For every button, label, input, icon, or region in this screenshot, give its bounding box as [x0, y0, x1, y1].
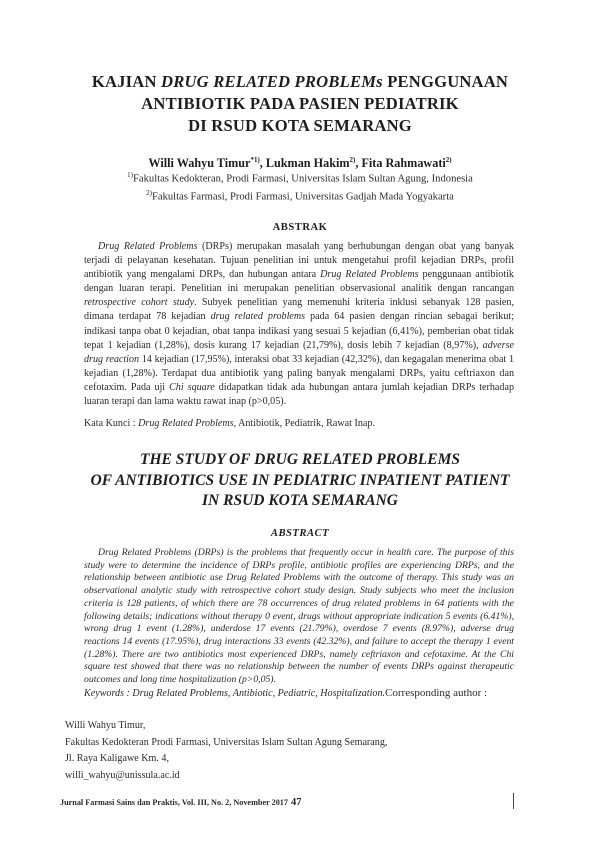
- keywords-english: Keywords : Drug Related Problems, Antibiotic, Pediatric, Hospitalization.Corresponding author :: [84, 687, 488, 699]
- abstract-heading: ABSTRACT: [270, 528, 330, 539]
- abstrak-body: Drug Related Problems (DRPs) merupakan masalah yang berhubungan dengan obat yang banyak terjadi di pelayanan kesehatan. Tujuan penelitian ini untuk mengetahui profil kejadian DRPs, profil antibiotik yang mengalami DRPs, dan hubungan antara Drug Related Problems penggunaan antibiotik dengan luaran terapi. Penelitian ini merupakan penelitian observasional analitik dengan rancangan retrospective cohort study. Subyek penelitian yang memenuhi kriteria inklusi sebanyak 128 pasien, dimana terdapat 78 kejadian drug related problems pada 64 pasien dengan rincian sebagai berikut; indikasi tanpa obat 0 kejadian, obat tanpa indikasi yang sesuai 5 kejadian (6,41%), pemberian obat tidak tepat 1 kejadian (1,28%), dosis kurang 17 kejadian (21,79%), dosis lebih 7 kejadian (8,97%), adverse drug reaction 14 kejadian (17,95%), interaksi obat 33 kejadian (42,32%), dan kegagalan menerima obat 1 kejadian (1,28%). Terdapat dua antibiotik yang paling banyak mengalami DRPs, yaitu ceftriaxon dan cefotaxim. Pada uji Chi square didapatkan tidak ada hubungan antara jumlah kejadian DRPs terhadap luaran terapi dan lama waktu rawat inap (p>0,05).: [84, 241, 515, 408]
- author-list: Willi Wahyu Timur$^{*1)}$, Lukman Hakim$^{2)}$, Fita Rahmawati$^{2)}$: [148, 156, 452, 171]
- kata-kunci: Kata Kunci : Drug Related Problems, Antibiotik, Pediatrik, Rawat Inap.: [84, 418, 375, 429]
- title-line-2: ANTIBIOTIK PADA PASIEN PEDIATRIK: [141, 94, 459, 113]
- title-line-3: DI RSUD KOTA SEMARANG: [188, 116, 412, 135]
- title-en-line-2: OF ANTIBIOTICS USE IN PEDIATRIC INPATIENT PATIENT: [90, 471, 510, 489]
- abstract-body: Drug Related Problems (DRPs) is the problems that frequently occur in health care. The purpose of this study were to determine the incidence of DRPs profile, antibiotic profiles are experiencing DRPs, and the relationship between antibiotic use Drug Related Problems with the outcome of therapy. This study was an observational analytic study with retrospective cohort study design. Study subjects who meet the inclusion criteria is 128 patients, of which there are 78 occurrences of drug related problems in 64 patients with the following details; indications without therapy 0 event, drugs without appropriate indication 5 events (6.41%), wrong drug 1 event (1.28%), underdose 17 events (21.79%), overdose 7 events (8.97%), adverse drug reactions 14 events (17.95%), drug interactions 33 events (42.32%), and failure to accept the therapy 1 event (1.28%). There are two antibiotics most experienced DRPs, namely ceftriaxon and cefotaxime. At the Chi square test showed that there was no relationship between the number of events DRPs against therapeutic outcomes and long time hospitalization (p>0,05).: [84, 547, 514, 686]
- corresponding-author-block: [65, 718, 525, 784]
- footer-divider: [513, 793, 514, 809]
- corresponding-author-label: Corresponding author :: [385, 687, 488, 699]
- paper-title-indonesian: [40, 71, 560, 137]
- paper-title-english: [40, 450, 560, 512]
- affiliation-1: $^{1)}$Fakultas Kedokteran, Prodi Farmasi, Universitas Islam Sultan Agung, Indonesia: [127, 171, 473, 185]
- corresponding-email: willi_wahyu@unissula.ac.id: [65, 769, 180, 781]
- corresponding-address: Jl. Raya Kaligawe Km. 4,: [65, 753, 169, 765]
- corresponding-department: Fakultas Kedokteran Prodi Farmasi, Universitas Islam Sultan Agung Semarang,: [65, 736, 388, 748]
- abstrak-heading: ABSTRAK: [272, 222, 328, 233]
- journal-citation: Jurnal Farmasi Sains dan Praktis, Vol. III, No. 2, November 2017: [60, 798, 288, 807]
- page-number: 47: [291, 797, 302, 808]
- affiliation-2: $^{2)}$Fakultas Farmasi, Prodi Farmasi, Universitas Gadjah Mada Yogyakarta: [146, 189, 454, 203]
- corresponding-name: Willi Wahyu Timur,: [65, 720, 146, 731]
- title-en-line-3: IN RSUD KOTA SEMARANG: [202, 492, 398, 509]
- page-footer: [60, 797, 302, 808]
- title-line-1: KAJIAN DRUG RELATED PROBLEMs PENGGUNAAN: [91, 72, 509, 91]
- title-en-line-1: THE STUDY OF DRUG RELATED PROBLEMS: [140, 451, 460, 468]
